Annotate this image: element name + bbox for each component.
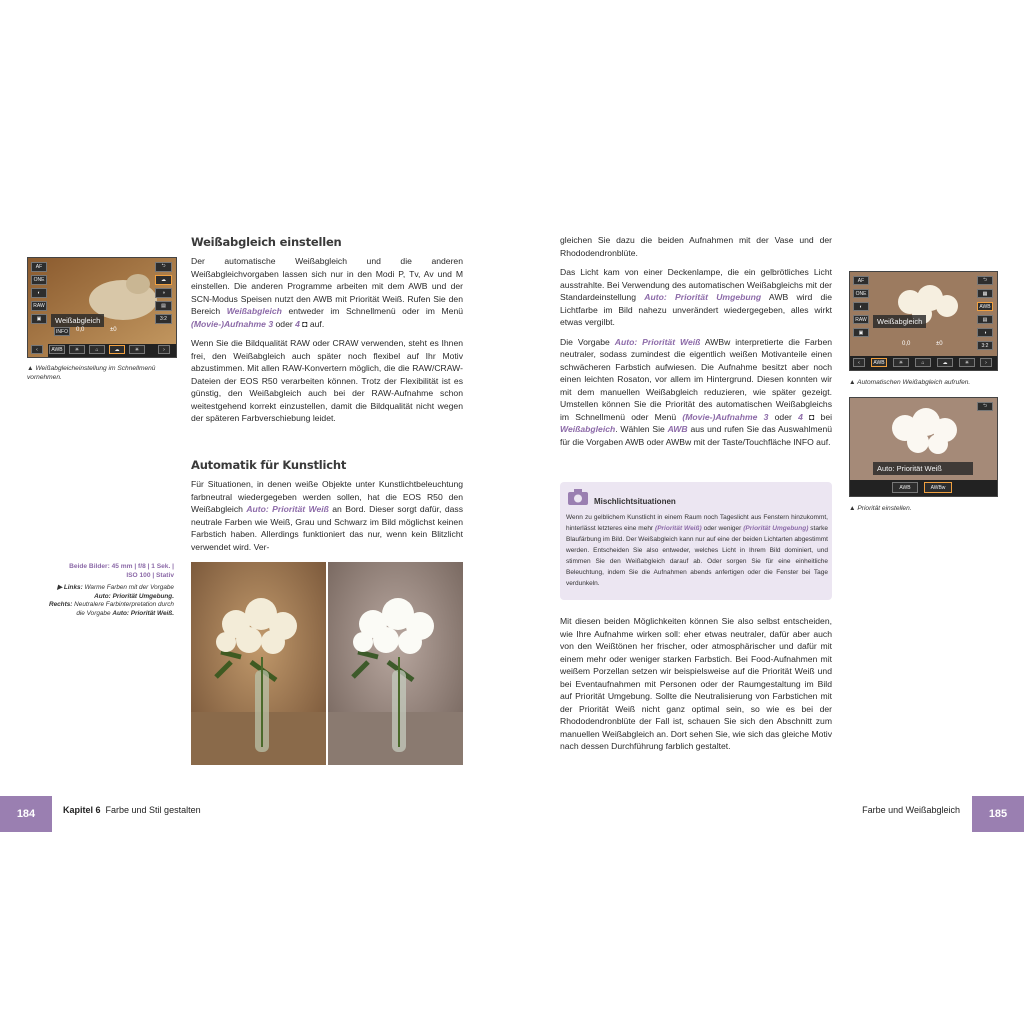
- exif-line-2: ISO 100 | Stativ: [126, 572, 174, 579]
- chapter-number: Kapitel 6: [63, 805, 101, 815]
- wb-daylight-option[interactable]: ☀: [69, 345, 85, 354]
- wb-shade-option[interactable]: ⌂: [89, 345, 105, 354]
- fig3-caption: ▲ Automatischen Weißabgleich aufrufen.: [849, 379, 971, 386]
- aspect-button[interactable]: ▤: [977, 315, 993, 324]
- fig2-meta: [40, 562, 174, 618]
- section-heading-kunstlicht: Automatik für Kunstlicht: [191, 458, 347, 472]
- priority-option-white[interactable]: AWBw: [924, 482, 952, 493]
- wb-shift-value: 0,0: [76, 327, 85, 333]
- wb-bracket-value: ±0: [110, 327, 117, 333]
- page-number-right: 185: [972, 796, 1024, 832]
- picture-style-button[interactable]: ◑: [977, 328, 993, 337]
- wb-tungsten-option[interactable]: ✳: [959, 358, 975, 367]
- fig1-caption: ▲ Weißabgleicheinstellung im Schnellmenü vornehmen.: [27, 365, 156, 381]
- drive-mode-button[interactable]: ONE: [31, 275, 47, 285]
- fig4-caption: ▲ Priorität einstellen.: [849, 505, 912, 512]
- af-mode-button[interactable]: AF: [31, 262, 47, 272]
- section-heading-wb: Weißabgleich einstellen: [191, 235, 342, 249]
- camera-icon: [567, 488, 589, 506]
- page-number-left: 184: [0, 796, 52, 832]
- back-button[interactable]: ⮌: [977, 402, 993, 411]
- paragraph: Der automatische Weißabgleich und die anderen Weißabgleichvorgaben lassen sich nur in den Modi P, Tv, Av und M einstellen. Die anderen Programme arbeiten mit dem AWB und der SCN-Modus Speisen nutzt den AWB mit Priorität Weiß. Rufen Sie den Bereich Weißabgleich entweder im Schnellmenü oder im Menü (Movie-)Aufnahme 3 oder 4 ◘ auf.: [191, 256, 463, 329]
- drive-button[interactable]: ▦: [977, 289, 993, 298]
- section1-body: [191, 255, 463, 432]
- aspect-button[interactable]: ▤: [155, 301, 172, 311]
- info-box-title: Mischlichtsituationen: [594, 497, 676, 506]
- fig2-caption: ▶ Links: Warme Farben mit der Vorgabe Auto: Priorität Umgebung. Rechts: Neutralere Farbinterpretation durch die Vorgabe Auto: Priorität Weiß.: [48, 584, 174, 617]
- flower-photo-neutral: [328, 562, 463, 765]
- wb-shade-option[interactable]: ⌂: [915, 358, 931, 367]
- section2-body: [191, 478, 463, 560]
- paragraph: Die Vorgabe Auto: Priorität Weiß AWBw interpretierte die Farben neutraler, sodass zumindest die eigentlich weißen Motivanteile einen schwächeren Farbstich aufwiesen. Die Aufnahme besitzt aber noch einen leichten Rosaton, vor allem im Hintergrund. Diesen konnten wir mit dem manuellen Weißabgleich reduzieren, wie später gezeigt. Umstellen können Sie die Priorität des automatischen Weißabgleichs im Schnellmenü oder Menü (Movie-)Aufnahme 3 oder 4 ◘ bei Weißabgleich. Wählen Sie AWB aus und rufen Sie das Auswahlmenü für die Vorgaben AWB oder AWBw mit der Taste/Touchfläche INFO auf.: [560, 336, 833, 447]
- info-button[interactable]: INFO: [54, 327, 70, 336]
- paragraph: Für Situationen, in denen weiße Objekte unter Kunstlichtbeleuchtung farbneutral wiedergegeben werden sollen, hat die EOS R50 den Weißabgleich Auto: Priorität Weiß an Bord. Dieser sorgt dafür, dass neutrale Farben wie Weiß, Grau und Schwarz im Bild möglichst keinen Farbstich haben. Allerdings funktioniert das nur, wenn kein Blitzlicht verwendet wird. Ver-: [191, 479, 463, 552]
- footer-right: Farbe und Weißabgleich: [862, 805, 960, 815]
- sheep-photo: [28, 258, 176, 357]
- wb-cloudy-option[interactable]: ☁: [109, 345, 125, 354]
- right-column-bottom: [560, 615, 832, 760]
- metering-button[interactable]: ◐: [853, 302, 869, 311]
- next-arrow-button[interactable]: ›: [158, 345, 170, 354]
- wb-bracket-value: ±0: [936, 341, 943, 347]
- priority-option-ambience[interactable]: AWB: [892, 482, 918, 493]
- exposure-button[interactable]: ▣: [853, 328, 869, 337]
- camera-screen-awb-menu: [849, 271, 998, 371]
- af-mode-button[interactable]: AF: [853, 276, 869, 285]
- wb-awb-option[interactable]: AWB: [49, 345, 65, 354]
- ratio-button[interactable]: 3:2: [977, 341, 993, 350]
- raw-button[interactable]: RAW: [31, 301, 47, 311]
- camera-screen-quick-menu: [27, 257, 177, 358]
- wb-tungsten-option[interactable]: ✳: [129, 345, 145, 354]
- exif-line-1: Beide Bilder: 45 mm | f/8 | 1 Sek. |: [69, 563, 174, 570]
- wb-label: Weißabgleich: [55, 316, 101, 325]
- right-column-top: [560, 234, 832, 455]
- next-arrow-button[interactable]: ›: [980, 358, 992, 367]
- metering-button[interactable]: ◐: [31, 288, 47, 298]
- paragraph: gleichen Sie dazu die beiden Aufnahmen mit der Vase und der Rhododendronblüte.: [560, 235, 832, 258]
- raw-button[interactable]: RAW: [853, 315, 869, 324]
- wb-shift-value: 0,0: [902, 341, 911, 347]
- info-box-mischlicht: [560, 482, 832, 600]
- camera-icon: ◘: [299, 318, 308, 329]
- wb-label-overlay: [873, 315, 926, 328]
- wb-cloud-button[interactable]: ☁: [155, 275, 172, 285]
- picture-style-button[interactable]: ◑: [155, 288, 172, 298]
- prev-arrow-button[interactable]: ‹: [31, 345, 43, 354]
- prev-arrow-button[interactable]: ‹: [853, 358, 865, 367]
- drive-mode-button[interactable]: ONE: [853, 289, 869, 298]
- priority-label-overlay: [873, 462, 973, 475]
- back-button[interactable]: ⮌: [155, 262, 172, 272]
- chapter-title: Farbe und Stil gestalten: [105, 805, 201, 815]
- camera-screen-priority: [849, 397, 998, 497]
- paragraph: Wenn Sie die Bildqualität RAW oder CRAW verwenden, steht es Ihnen frei, den Weißabgleich auch später noch flexibel auf Ihr Motiv abzustimmen. Mit allen RAW-Konvertern möglich, die die RAW/CRAW-Dateien der EOS R50 verarbeiten können. Trotz der Flexibilität ist es günstig, den Weißabgleich auch bei der RAW-Aufnahme schon weitestgehend korrekt einzustellen, damit die Bildqualität nicht wegen der späteren Farbverschiebung leidet.: [191, 338, 463, 423]
- wb-label: Weißabgleich: [877, 317, 923, 326]
- flower-photo-warm: [191, 562, 326, 765]
- ratio-button[interactable]: 3:2: [155, 314, 172, 324]
- back-button[interactable]: ⮌: [977, 276, 993, 285]
- info-box-body: Wenn zu gelblichem Kunstlicht in einem Raum noch Tageslicht aus Fenstern hinzukommt, hinterlässt letzteres eine mehr (Priorität Weiß) oder weniger (Priorität Umgebung) starke Blaufärbung im Bild. Der Weißabgleich kann nur auf eine der beiden Lichtarten abgestimmt werden. Entscheiden Sie also entweder, welches Licht in Ihrem Bild dominiert, und stimmen Sie den Weißabgleich darauf ab. Oder sorgen Sie für eine einheitliche Beleuchtung, indem Sie die Aufnahmen abends anfertigen oder die Fenster bei Tage verdunkeln.: [566, 514, 829, 587]
- priority-label: Auto: Priorität Weiß: [877, 464, 942, 473]
- wb-cloudy-option[interactable]: ☁: [937, 358, 953, 367]
- wb-daylight-option[interactable]: ☀: [893, 358, 909, 367]
- paragraph: Mit diesen beiden Möglichkeiten können Sie also selbst entscheiden, wie Ihre Aufnahme wirken soll: eher etwas neutraler, dafür aber auch von den Weißtönen her frischer, oder atmosphärischer und dafür mit einem mehr oder weniger starken Farbstich. Bei Food-Aufnahmen mit weißem Porzellan setzen wir beispielsweise auf die Priorität Weiß und bei Eventaufnahmen mit Personen oder der Raumgestaltung im Bild auf Priorität Umgebung. Sollte die Neutralisierung von Farbstichen mit der Priorität Weiß nicht ganz optimal sein, so wie es bei der Rhododendronblüte der Fall ist, schauen Sie sich den Abschnitt zum manuellen Weißabgleich an. Dort sehen Sie, wie sich das gleiche Motiv nach dessen Durchführung farblich gestaltet.: [560, 616, 832, 751]
- exposure-button[interactable]: ▣: [31, 314, 47, 324]
- camera-icon: ◘: [802, 411, 815, 422]
- awb-button[interactable]: AWB: [977, 302, 993, 311]
- paragraph: Das Licht kam von einer Deckenlampe, die ein gelbrötliches Licht ausstrahlte. Bei Verwendung des automatischen Weißabgleichs mit der Standardeinstellung Auto: Priorität Umgebung AWB wird die Lichtfarbe im Bild nahezu unverändert wiedergegeben, alles wirkt etwas vergilbt.: [560, 267, 832, 327]
- wb-label-overlay: [51, 314, 104, 327]
- wb-awb-option[interactable]: AWB: [871, 358, 887, 367]
- footer-left: [63, 805, 201, 815]
